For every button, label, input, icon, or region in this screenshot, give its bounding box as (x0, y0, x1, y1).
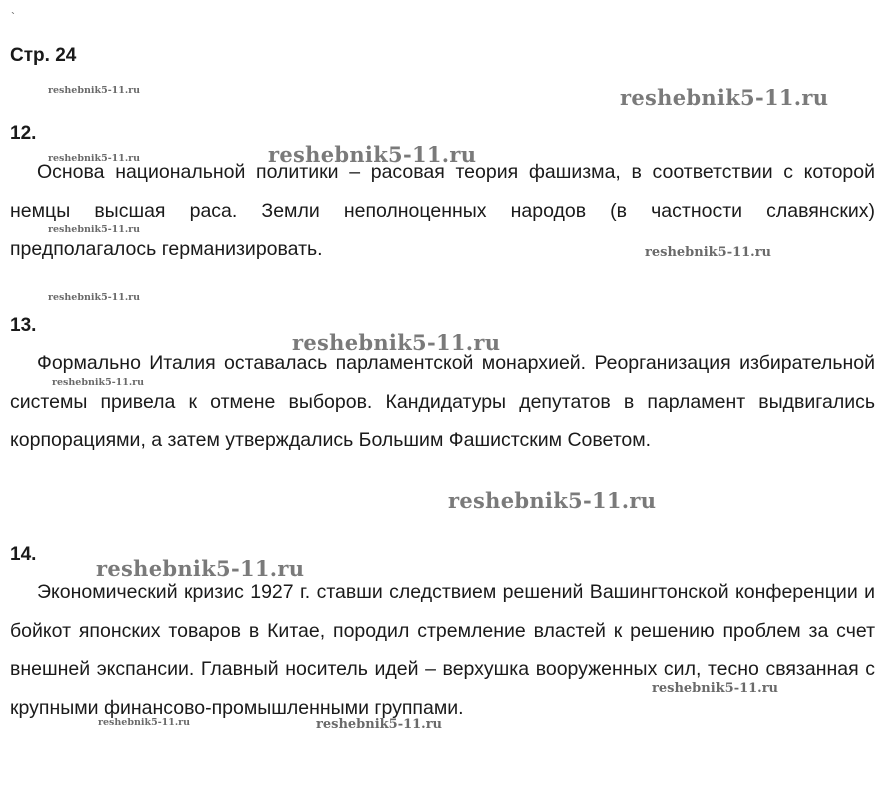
tick-mark: ` (11, 10, 15, 24)
watermark: reshebnik5-11.ru (96, 556, 305, 581)
section-text-14: Экономический кризис 1927 г. ставши следствием решений Вашингтонской конференции и бойкот японских товаров в Китае, породил стремление властей к решению проблем за счет внешней экспансии. Главный носитель идей – верхушка вооруженных сил, тесно связанная с крупными финансово-промышленными группами. (10, 581, 875, 719)
watermark: reshebnik5-11.ru (48, 85, 141, 96)
section-number-14: 14. (10, 544, 37, 565)
watermark: reshebnik5-11.ru (52, 377, 145, 388)
watermark: reshebnik5-11.ru (448, 488, 657, 513)
watermark: reshebnik5-11.ru (316, 717, 443, 732)
watermark: reshebnik5-11.ru (645, 245, 772, 260)
section-text-12: Основа национальной политики – расовая теория фашизма, в соответствии с которой немцы высшая раса. Земли неполноценных народов (в частности славянских) предполагалось германизировать. (10, 161, 875, 260)
page-label: Стр. 24 (10, 45, 77, 66)
watermark: reshebnik5-11.ru (268, 142, 477, 167)
section-number-12: 12. (10, 123, 37, 144)
section-text-13: Формально Италия оставалась парламентской монархией. Реорганизация избирательной системы привела к отмене выборов. Кандидатуры депутатов в парламент выдвигались корпорациями, а затем утверждались Большим Фашистским Советом. (10, 352, 875, 451)
section-number-13: 13. (10, 315, 37, 336)
watermark: reshebnik5-11.ru (652, 681, 779, 696)
watermark: reshebnik5-11.ru (98, 717, 191, 728)
watermark: reshebnik5-11.ru (48, 153, 141, 164)
watermark: reshebnik5-11.ru (620, 85, 829, 110)
watermark: reshebnik5-11.ru (48, 224, 141, 235)
watermark: reshebnik5-11.ru (48, 292, 141, 303)
watermark: reshebnik5-11.ru (292, 330, 501, 355)
